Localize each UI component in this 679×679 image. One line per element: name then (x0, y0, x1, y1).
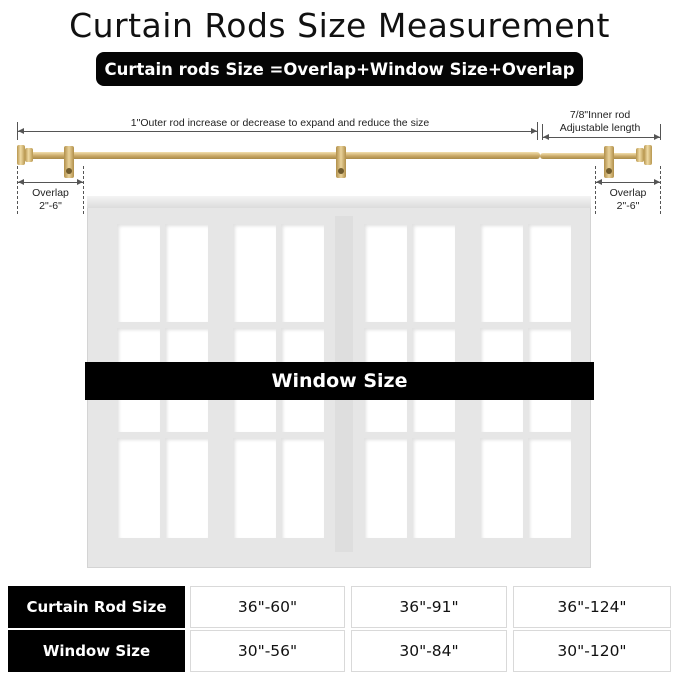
window-pane (412, 438, 455, 538)
outer-rod-line (18, 131, 537, 132)
window-pane (480, 438, 523, 538)
table-cell: 36"-91" (351, 586, 507, 628)
overlap-right-line (596, 182, 660, 183)
window-frame-top (87, 196, 591, 208)
overlap-left-guide-inner (83, 166, 84, 214)
window-pane (364, 224, 407, 322)
overlap-left-value: 2"-6" (39, 200, 62, 212)
table-cell: 30"-120" (513, 630, 671, 672)
overlap-left-line (18, 182, 83, 183)
window-pane (412, 224, 455, 322)
window-pane (117, 438, 160, 538)
table-cell: 30"-84" (351, 630, 507, 672)
right-finial-cap (644, 145, 652, 165)
outer-rod-note: 1"Outer rod increase or decrease to expand and reduce the size (80, 117, 480, 130)
overlap-right-label: Overlap (609, 187, 647, 199)
window-pane (480, 224, 523, 322)
outer-rod (26, 152, 540, 159)
overlap-right-arrow-r (654, 179, 660, 185)
overlap-right-guide-outer (660, 166, 661, 214)
row-header-curtain-rod-size: Curtain Rod Size (8, 586, 185, 628)
overlap-right-value: 2"-6" (616, 200, 640, 212)
window-pane (117, 224, 160, 322)
inner-rod-note-line1: 7/8"Inner rod (569, 109, 631, 121)
inner-right-tick (660, 124, 661, 140)
window-pane (233, 438, 276, 538)
outer-right-tick (537, 122, 538, 140)
inner-rod-line (543, 137, 660, 138)
inner-rod-note-line2: Adjustable length (559, 122, 641, 134)
formula-banner: Curtain rods Size =Overlap+Window Size+Overlap (96, 52, 583, 86)
center-bracket (336, 146, 346, 178)
window-pane (528, 224, 571, 322)
left-finial-collar (25, 148, 33, 162)
right-bracket (604, 146, 614, 178)
window-pane (281, 438, 324, 538)
table-cell: 30"-56" (190, 630, 345, 672)
left-bracket (64, 146, 74, 178)
right-finial-collar (636, 148, 644, 162)
window-pane (165, 438, 208, 538)
left-finial-cap (17, 145, 25, 165)
page-title: Curtain Rods Size Measurement (69, 6, 610, 45)
window-size-band: Window Size (85, 362, 594, 400)
window-pane (364, 438, 407, 538)
table-cell: 36"-60" (190, 586, 345, 628)
overlap-left-label: Overlap (32, 187, 69, 199)
row-header-window-size: Window Size (8, 630, 185, 672)
window-pane (281, 224, 324, 322)
window-pane (528, 438, 571, 538)
overlap-left-arrow-r (77, 179, 83, 185)
window-pane (233, 224, 276, 322)
inner-rod (540, 153, 646, 159)
table-cell: 36"-124" (513, 586, 671, 628)
window-pane (165, 224, 208, 322)
